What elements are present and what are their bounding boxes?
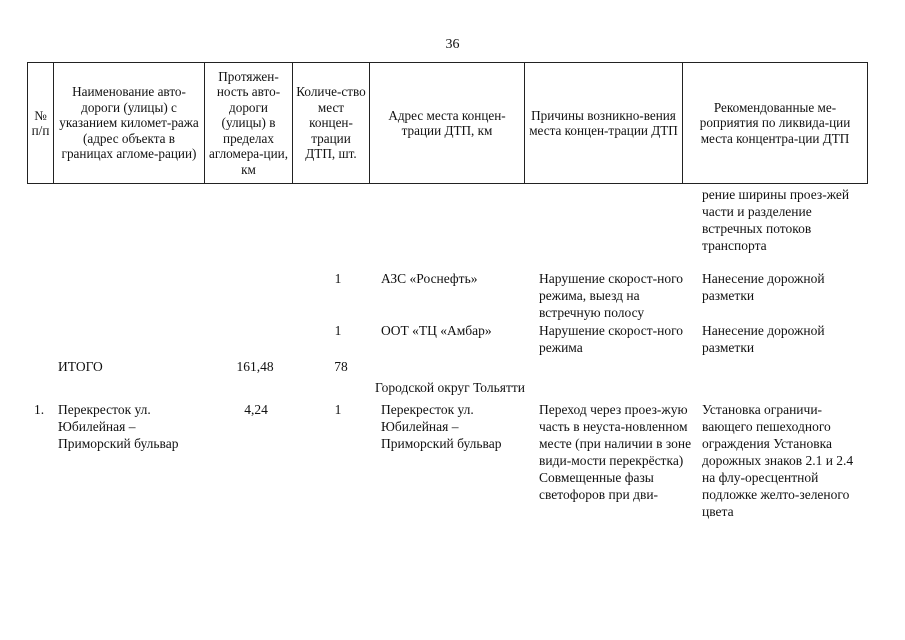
row-prev1-measures: Нанесение дорожной разметки [702,271,825,303]
row-prev1-cause: Нарушение скорост-ного режима, выезд на встречную полосу [539,271,684,320]
row-prev1-count: 1 [334,271,342,286]
row-prev2-count: 1 [334,323,342,338]
row1-measures: Установка ограничи-вающего пешеходного ограждения Установка дорожных знаков 2.1 и 2.4 на флу-оресцентной подложке желто-зеленого цвета [702,402,854,519]
header-count: Количе-ство мест концен-трации ДТП, шт. [293,63,370,184]
table-header [27,62,868,184]
row-prev1-address: АЗС «Роснефть» [381,271,478,286]
header-number: № п/п [28,63,54,184]
header-measures: Рекомендованные ме-роприятия по ликвида-ции места концентра-ции ДТП [683,63,868,184]
row1-km: 4,24 [244,402,268,417]
row1-number: 1. [34,402,45,417]
row1-cause: Переход через проез-жую часть в неуста-новленном месте (при наличии в зоне види-мости перекрёстка) Совмещенные фазы светофоров при дви- [539,402,692,502]
total-km: 161,48 [236,359,274,374]
row-prev2-address: ООТ «ТЦ «Амбар» [381,323,492,338]
header-causes: Причины возникно-вения места концен-трации ДТП [525,63,683,184]
header-address: Адрес места концен-трации ДТП, км [370,63,525,184]
row1-count: 1 [334,402,342,417]
header-road-name: Наименование авто-дороги (улицы) с указанием километ-ража (адрес объекта в границах агломе-рации) [54,63,205,184]
header-length: Протяжен-ность авто-дороги (улицы) в пределах агломера-ции, км [205,63,293,184]
row-prev2-measures: Нанесение дорожной разметки [702,323,825,355]
total-label: ИТОГО [58,359,103,374]
page-number: 36 [445,37,460,52]
region-title: Городской округ Тольятти [374,380,526,395]
row1-road: Перекресток ул. Юбилейная – Приморский бульвар [58,402,179,451]
row-prev2-cause: Нарушение скорост-ного режима [539,323,684,355]
continued-measures: рение ширины проез-жей части и разделение встречных потоков транспорта [702,187,850,253]
row1-address: Перекресток ул. Юбилейная – Приморский бульвар [381,402,502,451]
total-count: 78 [334,359,348,374]
